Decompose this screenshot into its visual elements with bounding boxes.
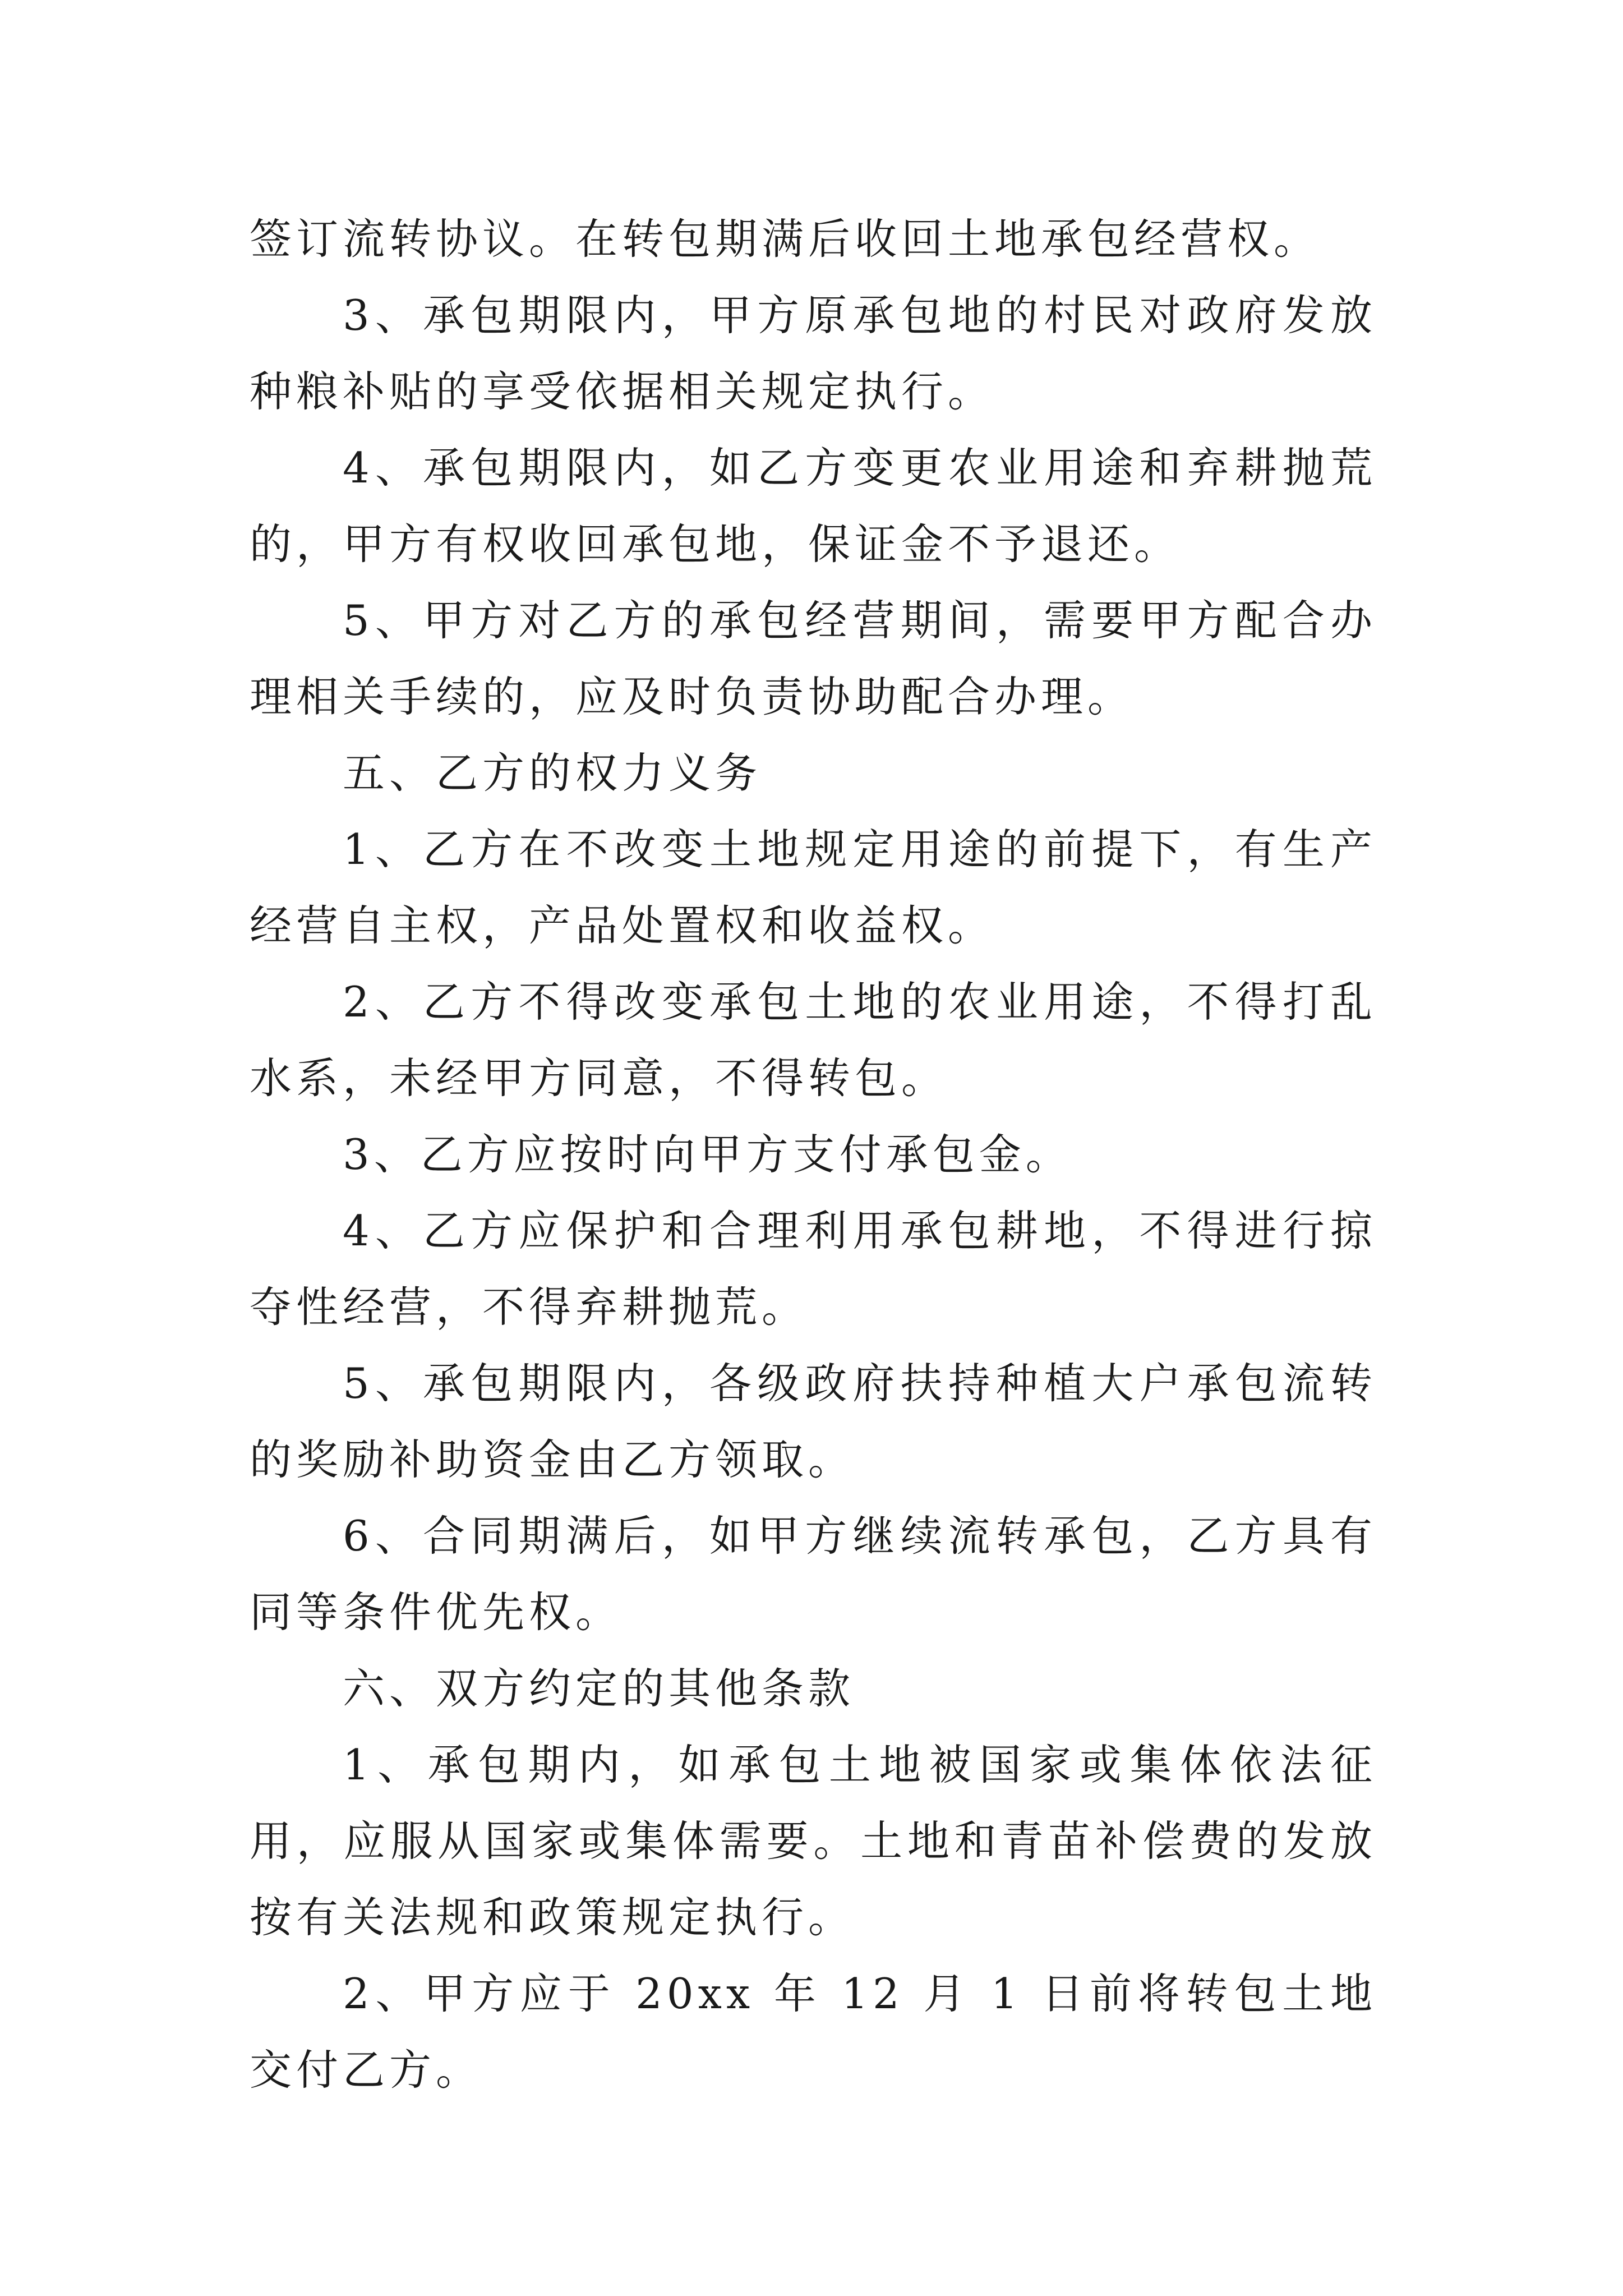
paragraph-clause-5-4: 4、乙方应保护和合理利用承包耕地，不得进行掠夺性经营，不得弃耕抛荒。 bbox=[250, 1206, 1377, 1332]
paragraph-clause-5-5: 5、承包期限内，各级政府扶持种植大户承包流转的奖励补助资金由乙方领取。 bbox=[250, 1359, 1377, 1484]
section-heading-6: 六、双方约定的其他条款 bbox=[343, 1664, 855, 1713]
paragraph-clause-4-4: 4、承包期限内，如乙方变更农业用途和弃耕抛荒的，甲方有权收回承包地，保证金不予退还。 bbox=[250, 443, 1377, 569]
section-heading-5: 五、乙方的权力义务 bbox=[343, 748, 762, 798]
paragraph-continuation: 签订流转协议。在转包期满后收回土地承包经营权。 bbox=[250, 214, 1321, 264]
paragraph-clause-6-2: 2、甲方应于 20xx 年 12 月 1 日前将转包土地交付乙方。 bbox=[250, 1969, 1377, 2095]
paragraph-clause-5-6: 6、合同期满后，如甲方继续流转承包，乙方具有同等条件优先权。 bbox=[250, 1511, 1377, 1637]
paragraph-clause-5-2: 2、乙方不得改变承包土地的农业用途，不得打乱水系，未经甲方同意，不得转包。 bbox=[250, 977, 1377, 1103]
paragraph-clause-5-3: 3、乙方应按时向甲方支付承包金。 bbox=[343, 1130, 1072, 1179]
paragraph-clause-5-1: 1、乙方在不改变土地规定用途的前提下，有生产经营自主权，产品处置权和收益权。 bbox=[250, 825, 1377, 950]
document-body bbox=[250, 201, 1377, 2108]
paragraph-clause-4-5: 5、甲方对乙方的承包经营期间，需要甲方配合办理相关手续的，应及时负责协助配合办理。 bbox=[250, 596, 1377, 721]
paragraph-clause-4-3: 3、承包期限内，甲方原承包地的村民对政府发放种粮补贴的享受依据相关规定执行。 bbox=[250, 291, 1377, 416]
paragraph-clause-6-1: 1、承包期内，如承包土地被国家或集体依法征用，应服从国家或集体需要。土地和青苗补偿费的发放按有关法规和政策规定执行。 bbox=[250, 1740, 1377, 1942]
